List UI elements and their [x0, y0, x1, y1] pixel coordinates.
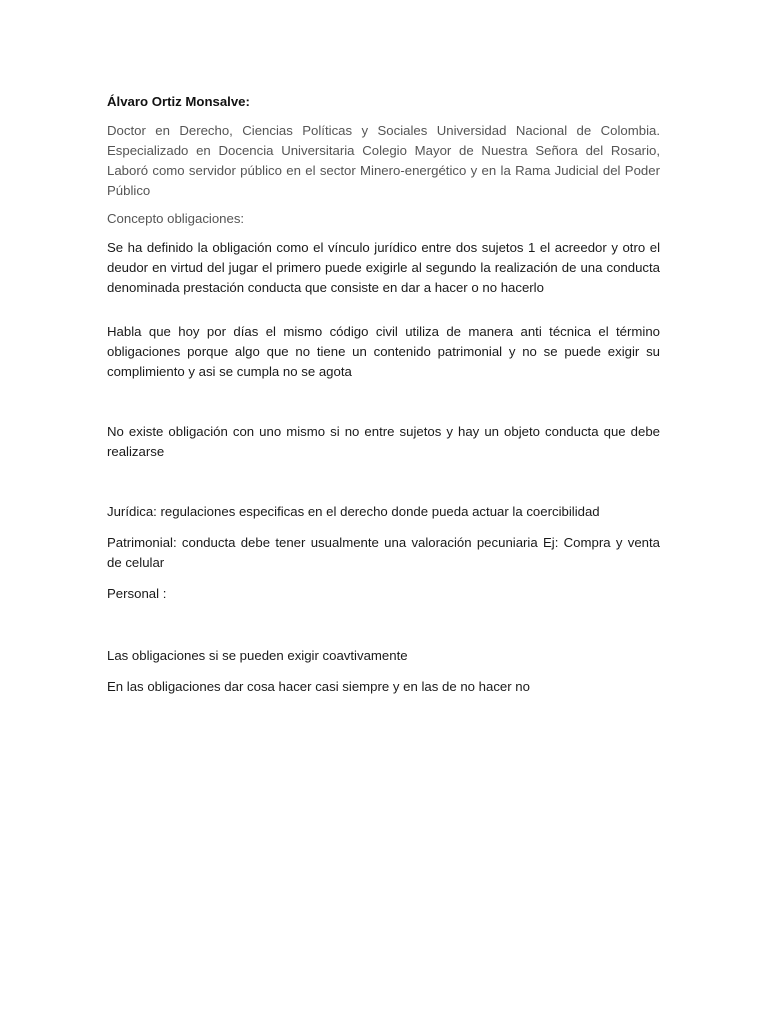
personal-paragraph: Personal :	[107, 586, 167, 601]
document-body	[107, 92, 660, 697]
coactive-paragraph: Las obligaciones si se pueden exigir coavtivamente	[107, 648, 408, 663]
civil-code-paragraph: Habla que hoy por días el mismo código civil utiliza de manera anti técnica el término obligaciones porque algo que no tiene un contenido patrimonial y no se puede exigir su complimiento y asi se cumpla no se agota	[107, 324, 660, 379]
concept-heading: Concepto obligaciones:	[107, 211, 245, 226]
no-self-obligation-paragraph: No existe obligación con uno mismo si no entre sujetos y hay un objeto conducta que debe realizarse	[107, 424, 660, 459]
author-name: Álvaro Ortiz Monsalve:	[107, 94, 250, 109]
juridica-paragraph: Jurídica: regulaciones especificas en el derecho donde pueda actuar la coercibilidad	[107, 504, 600, 519]
definition-paragraph: Se ha definido la obligación como el vínculo jurídico entre dos sujetos 1 el acreedor y otro el deudor en virtud del jugar el primero puede exigirle al segundo la realización de una conducta denominada prestación conducta que consiste en dar a hacer o no hacerlo	[107, 240, 660, 295]
author-bio: Doctor en Derecho, Ciencias Políticas y Sociales Universidad Nacional de Colombia. Especializado en Docencia Universitaria Colegio Mayor de Nuestra Señora del Rosario, Laboró como servidor público en el sector Minero-energético y en la Rama Judicial del Poder Público	[107, 123, 660, 198]
dar-hacer-paragraph: En las obligaciones dar cosa hacer casi siempre y en las de no hacer no	[107, 679, 530, 694]
patrimonial-paragraph: Patrimonial: conducta debe tener usualmente una valoración pecuniaria Ej: Compra y venta de celular	[107, 535, 660, 570]
